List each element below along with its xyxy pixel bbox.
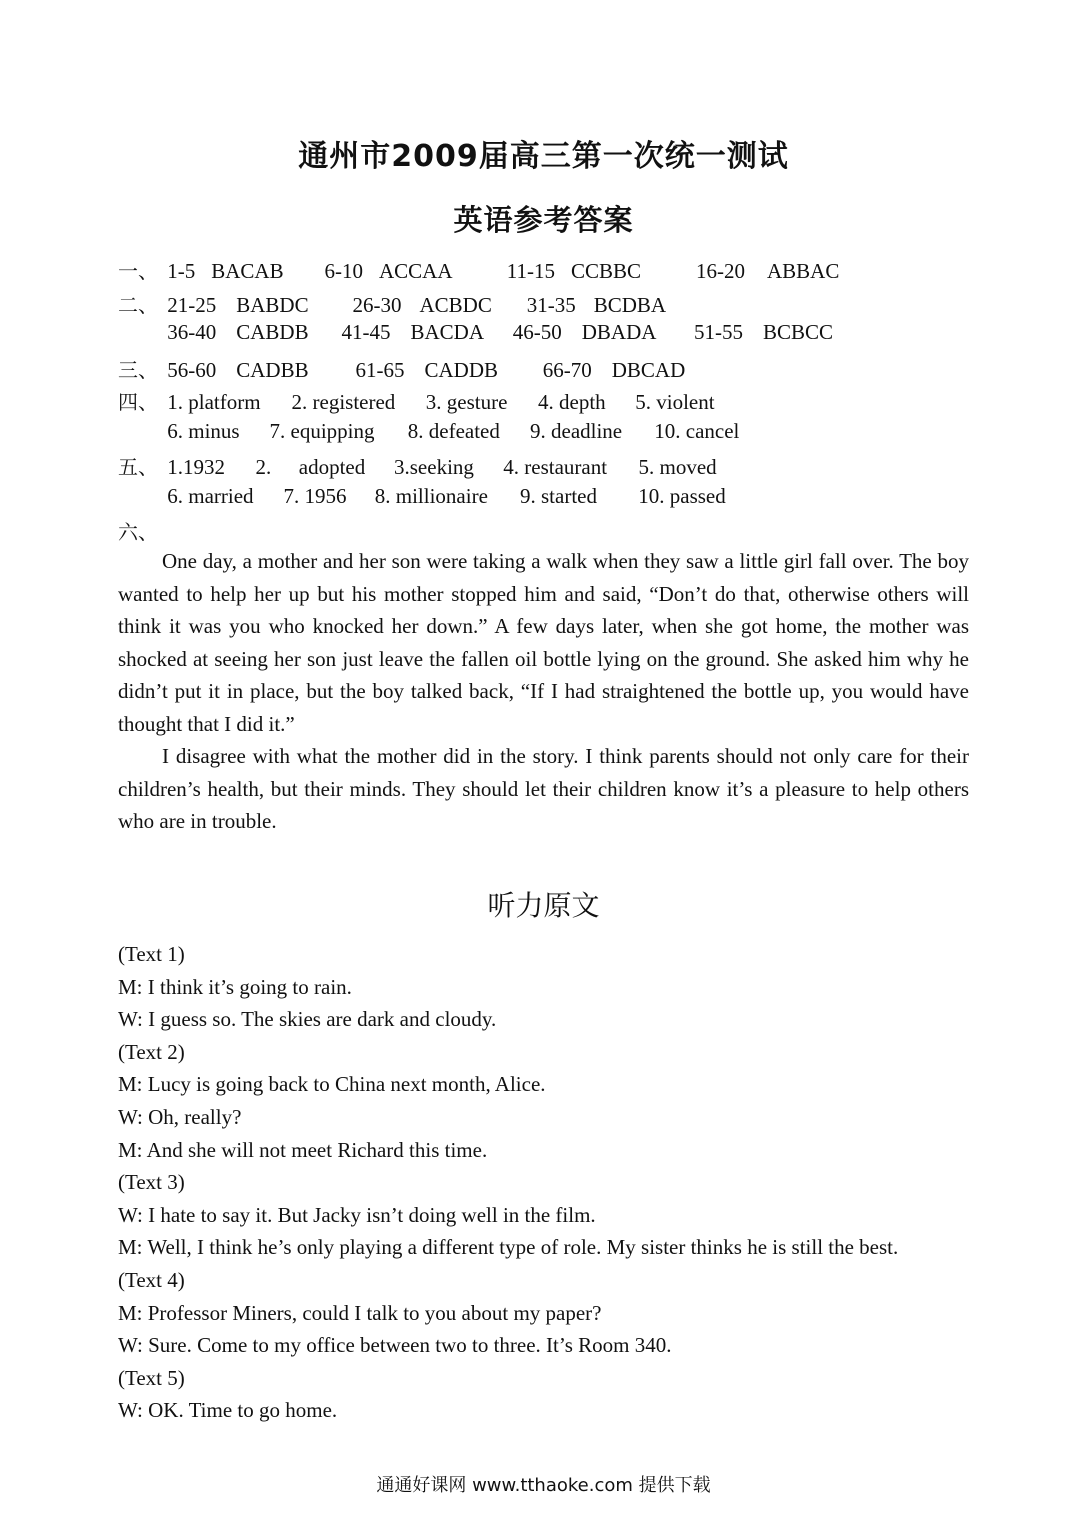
document-subtitle: 英语参考答案 xyxy=(453,203,634,237)
vocab-answer: 6. minus xyxy=(167,419,240,443)
cloze-answer: 9. started xyxy=(520,484,597,508)
section-label: 三、 xyxy=(118,358,158,382)
vocab-answer: 5. violent xyxy=(635,390,715,414)
answer-group: 41-45 BACDA xyxy=(341,320,485,344)
script-line: (Text 5) xyxy=(118,1365,185,1390)
answer-row-sec4-2 xyxy=(118,419,739,447)
script-line: W: Oh, really? xyxy=(118,1104,242,1129)
vocab-answer: 2. registered xyxy=(291,390,396,414)
listening-title: 听力原文 xyxy=(487,889,600,922)
script-line: W: I guess so. The skies are dark and cloudy. xyxy=(118,1007,497,1032)
answer-row-sec4-1 xyxy=(118,386,715,414)
script-line: (Text 3) xyxy=(118,1170,185,1195)
answer-group: 61-65 CADDB xyxy=(355,358,499,382)
cloze-answer: 4. restaurant xyxy=(503,455,608,479)
script-line: M: Lucy is going back to China next month, Alice. xyxy=(118,1072,546,1097)
script-line: M: And she will not meet Richard this time. xyxy=(118,1137,488,1162)
script-line: W: OK. Time to go home. xyxy=(118,1398,338,1423)
vocab-answer: 4. depth xyxy=(538,390,606,414)
section-label: 五、 xyxy=(118,455,158,479)
section-label: 二、 xyxy=(118,293,158,317)
script-line: (Text 2) xyxy=(118,1039,185,1064)
essay-paragraph-1: One day, a mother and her son were taking a walk when they saw a little girl fall over. The boy wanted to help her up but his mother stopped him and said, “Don’t do that, otherwise others will think it was you who knocked her down.” A few days later, when she got home, the mother was shocked at seeing her son just leave the fallen oil bottle lying on the ground. She asked him why he didn’t put it in place, but the boy talked back, “If I had straightened the bottle up, you would have thought that I did it.” xyxy=(118,549,969,736)
answer-group: 31-35 BCDBA xyxy=(526,293,667,317)
answer-group: 16-20 ABBAC xyxy=(696,259,840,283)
answer-group: 1-5 BACAB xyxy=(167,259,284,283)
cloze-answer: 2. xyxy=(255,455,272,479)
section-label: 一、 xyxy=(118,259,158,283)
document-title: 通州市2009届高三第一次统一测试 xyxy=(298,139,789,174)
cloze-answer: 6. married xyxy=(167,484,254,508)
vocab-answer: 10. cancel xyxy=(654,419,740,443)
page-footer: 通通好课网 www.tthaoke.com 提供下载 xyxy=(376,1475,711,1496)
script-line: M: Well, I think he’s only playing a different type of role. My sister thinks he is still the best. xyxy=(118,1235,899,1260)
vocab-answer: 7. equipping xyxy=(269,419,375,443)
answer-group: 56-60 CADBB xyxy=(167,358,309,382)
script-line: W: I hate to say it. But Jacky isn’t doing well in the film. xyxy=(118,1202,596,1227)
cloze-answer: 10. passed xyxy=(638,484,726,508)
section-label: 四、 xyxy=(118,390,158,414)
script-line: M: I think it’s going to rain. xyxy=(118,974,352,999)
answer-group: 51-55 BCBCC xyxy=(694,320,834,344)
answer-group: 6-10 ACCAA xyxy=(324,259,453,283)
answer-row-sec3 xyxy=(118,354,685,382)
answer-group: 66-70 DBCAD xyxy=(542,358,686,382)
vocab-answer: 9. deadline xyxy=(530,419,623,443)
answer-row-sec2-2 xyxy=(118,320,833,348)
vocab-answer: 1. platform xyxy=(167,390,261,414)
cloze-answer: adopted xyxy=(298,455,366,479)
cloze-answer: 8. millionaire xyxy=(374,484,488,508)
cloze-answer: 3.seeking xyxy=(394,455,474,479)
answer-row-sec5-1 xyxy=(118,451,717,479)
script-line: (Text 4) xyxy=(118,1267,185,1292)
vocab-answer: 8. defeated xyxy=(407,419,500,443)
listening-script xyxy=(118,938,978,1427)
answer-row-sec5-2 xyxy=(118,484,726,512)
cloze-answer: 5. moved xyxy=(638,455,717,479)
cloze-answer: 1.1932 xyxy=(167,455,225,479)
script-line: W: Sure. Come to my office between two to three. It’s Room 340. xyxy=(118,1333,672,1358)
vocab-answer: 3. gesture xyxy=(425,390,508,414)
answer-group: 11-15 CCBBC xyxy=(506,259,642,283)
cloze-answer: 7. 1956 xyxy=(283,484,347,508)
answer-group: 26-30 ACBDC xyxy=(352,293,492,317)
section-label: 六、 xyxy=(118,520,158,544)
script-line: (Text 1) xyxy=(118,942,185,966)
essay-paragraph-2: I disagree with what the mother did in the story. I think parents should not only care for their children’s health, but their minds. They should let their children know it’s a pleasure to help others who are in trouble. xyxy=(118,744,969,834)
answer-group: 21-25 BABDC xyxy=(167,293,309,317)
script-line: M: Professor Miners, could I talk to you about my paper? xyxy=(118,1300,602,1325)
answer-row-sec2-1 xyxy=(118,289,666,317)
answer-row-sec1 xyxy=(118,255,839,283)
answer-group: 36-40 CABDB xyxy=(167,320,309,344)
answer-row-sec6 xyxy=(118,516,162,544)
answer-group: 46-50 DBADA xyxy=(512,320,657,344)
